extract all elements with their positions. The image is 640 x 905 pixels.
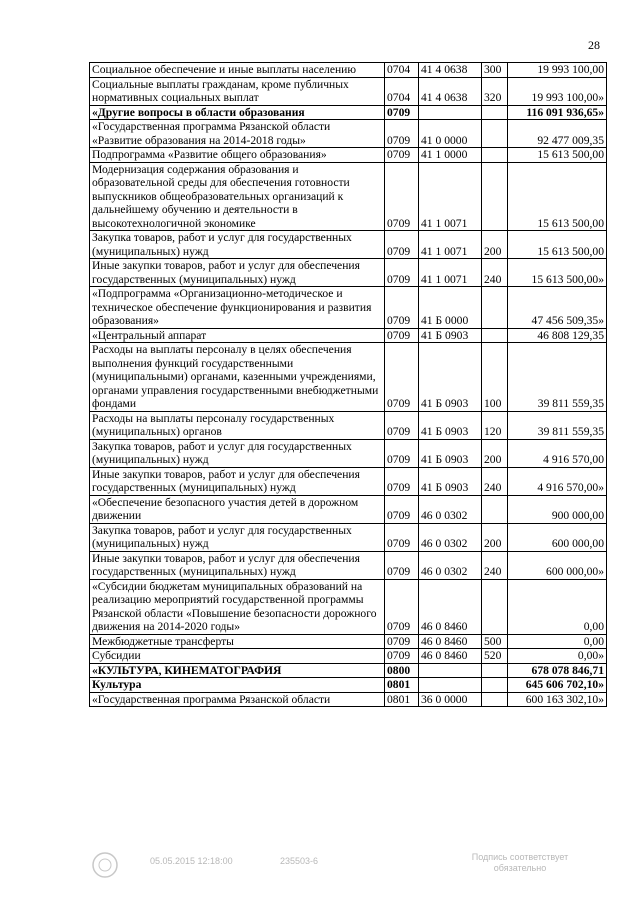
cell-section: 0709: [385, 551, 419, 579]
cell-name: «Другие вопросы в области образования: [90, 105, 385, 120]
cell-expense-type: [482, 287, 508, 329]
cell-amount: 0,00: [508, 634, 607, 649]
cell-amount: 46 808 129,35: [508, 328, 607, 343]
cell-expense-type: 200: [482, 523, 508, 551]
cell-section: 0709: [385, 439, 419, 467]
cell-section: 0801: [385, 692, 419, 707]
cell-amount: 39 811 559,35: [508, 343, 607, 412]
cell-amount: 600 163 302,10»: [508, 692, 607, 707]
cell-name: Иные закупки товаров, работ и услуг для обеспечения государственных (муниципальных) нужд: [90, 551, 385, 579]
cell-amount: 39 811 559,35: [508, 411, 607, 439]
stamp-icon: [90, 850, 120, 880]
footer-signature-line2: обязательно: [493, 863, 547, 873]
cell-section: 0709: [385, 287, 419, 329]
cell-name: Социальные выплаты гражданам, кроме публичных нормативных социальных выплат: [90, 77, 385, 105]
table-row: [90, 678, 607, 693]
cell-target-article: 41 1 0071: [419, 259, 482, 287]
cell-amount: 15 613 500,00»: [508, 259, 607, 287]
cell-name: «Субсидии бюджетам муниципальных образований на реализацию мероприятий государственной программы Рязанской области «Повышение безопасности дорожного движения на 2014-2020 годы»: [90, 579, 385, 634]
cell-expense-type: [482, 579, 508, 634]
cell-target-article: [419, 678, 482, 693]
cell-expense-type: 500: [482, 634, 508, 649]
table-row: [90, 63, 607, 78]
cell-section: 0709: [385, 162, 419, 231]
cell-amount: 645 606 702,10»: [508, 678, 607, 693]
table-row: [90, 120, 607, 148]
cell-expense-type: 200: [482, 231, 508, 259]
cell-target-article: 41 Б 0903: [419, 343, 482, 412]
table-row: [90, 495, 607, 523]
cell-expense-type: [482, 120, 508, 148]
table-row: [90, 692, 607, 707]
footer-signature-note: [450, 852, 590, 874]
cell-section: 0709: [385, 328, 419, 343]
footer-signature-line1: Подпись соответствует: [471, 852, 569, 862]
cell-amount: 678 078 846,71: [508, 663, 607, 678]
cell-amount: 92 477 009,35: [508, 120, 607, 148]
cell-section: 0709: [385, 579, 419, 634]
cell-section: 0709: [385, 120, 419, 148]
page-number: 28: [588, 38, 600, 52]
cell-name: Иные закупки товаров, работ и услуг для обеспечения государственных (муниципальных) нужд: [90, 467, 385, 495]
cell-expense-type: 120: [482, 411, 508, 439]
cell-section: 0709: [385, 105, 419, 120]
cell-amount: 600 000,00»: [508, 551, 607, 579]
cell-section: 0709: [385, 343, 419, 412]
cell-expense-type: [482, 692, 508, 707]
table-row: [90, 77, 607, 105]
cell-section: 0709: [385, 649, 419, 664]
cell-target-article: 41 1 0000: [419, 148, 482, 163]
table-row: [90, 649, 607, 664]
cell-amount: 4 916 570,00»: [508, 467, 607, 495]
table-row: [90, 523, 607, 551]
cell-amount: 19 993 100,00»: [508, 77, 607, 105]
cell-expense-type: 240: [482, 467, 508, 495]
table-row: [90, 328, 607, 343]
cell-target-article: 46 0 0302: [419, 551, 482, 579]
cell-name: Закупка товаров, работ и услуг для государственных (муниципальных) нужд: [90, 523, 385, 551]
cell-target-article: 41 Б 0903: [419, 411, 482, 439]
cell-target-article: 41 4 0638: [419, 63, 482, 78]
cell-expense-type: 200: [482, 439, 508, 467]
table-row: [90, 148, 607, 163]
table-row: [90, 162, 607, 231]
cell-amount: 15 613 500,00: [508, 231, 607, 259]
table-row: [90, 259, 607, 287]
cell-target-article: 41 Б 0903: [419, 328, 482, 343]
cell-expense-type: 240: [482, 551, 508, 579]
cell-name: Субсидии: [90, 649, 385, 664]
cell-target-article: [419, 663, 482, 678]
cell-expense-type: [482, 162, 508, 231]
table-row: [90, 343, 607, 412]
cell-section: 0709: [385, 495, 419, 523]
table-row: [90, 439, 607, 467]
cell-amount: 47 456 509,35»: [508, 287, 607, 329]
cell-name: «Центральный аппарат: [90, 328, 385, 343]
cell-name: Культура: [90, 678, 385, 693]
table-row: [90, 411, 607, 439]
cell-amount: 4 916 570,00: [508, 439, 607, 467]
cell-expense-type: [482, 495, 508, 523]
cell-name: Расходы на выплаты персоналу в целях обеспечения выполнения функций государственными (муниципальными) органами, казенными учреждениями, органами управления государственными внебюджетными фондами: [90, 343, 385, 412]
cell-target-article: [419, 105, 482, 120]
cell-name: Закупка товаров, работ и услуг для государственных (муниципальных) нужд: [90, 231, 385, 259]
footer: [90, 850, 610, 880]
cell-target-article: 46 0 0302: [419, 523, 482, 551]
table-row: [90, 579, 607, 634]
footer-doc-code: 235503-6: [280, 856, 319, 866]
cell-target-article: 46 0 0302: [419, 495, 482, 523]
cell-expense-type: [482, 105, 508, 120]
table-row: [90, 105, 607, 120]
cell-section: 0709: [385, 231, 419, 259]
cell-target-article: 46 0 8460: [419, 579, 482, 634]
cell-amount: 900 000,00: [508, 495, 607, 523]
footer-datetime: 05.05.2015 12:18:00: [150, 856, 233, 866]
cell-expense-type: 520: [482, 649, 508, 664]
cell-amount: 15 613 500,00: [508, 148, 607, 163]
cell-expense-type: [482, 678, 508, 693]
cell-name: «КУЛЬТУРА, КИНЕМАТОГРАФИЯ: [90, 663, 385, 678]
cell-section: 0709: [385, 523, 419, 551]
cell-name: «Обеспечение безопасного участия детей в дорожном движении: [90, 495, 385, 523]
table-row: [90, 551, 607, 579]
cell-target-article: 41 1 0071: [419, 231, 482, 259]
cell-target-article: 36 0 0000: [419, 692, 482, 707]
cell-target-article: 41 Б 0000: [419, 287, 482, 329]
cell-section: 0704: [385, 63, 419, 78]
cell-target-article: 41 1 0071: [419, 162, 482, 231]
cell-section: 0800: [385, 663, 419, 678]
cell-name: Подпрограмма «Развитие общего образования»: [90, 148, 385, 163]
cell-name: Иные закупки товаров, работ и услуг для обеспечения государственных (муниципальных) нужд: [90, 259, 385, 287]
cell-name: Социальное обеспечение и иные выплаты населению: [90, 63, 385, 78]
cell-amount: 116 091 936,65»: [508, 105, 607, 120]
table-row: [90, 231, 607, 259]
cell-section: 0709: [385, 259, 419, 287]
budget-table-body: [90, 63, 607, 707]
cell-expense-type: [482, 148, 508, 163]
cell-amount: 0,00: [508, 579, 607, 634]
cell-section: 0709: [385, 148, 419, 163]
table-row: [90, 467, 607, 495]
cell-amount: 600 000,00: [508, 523, 607, 551]
cell-section: 0709: [385, 467, 419, 495]
cell-expense-type: 240: [482, 259, 508, 287]
cell-section: 0801: [385, 678, 419, 693]
cell-name: Межбюджетные трансферты: [90, 634, 385, 649]
cell-expense-type: [482, 328, 508, 343]
cell-target-article: 46 0 8460: [419, 634, 482, 649]
cell-amount: 15 613 500,00: [508, 162, 607, 231]
cell-name: «Государственная программа Рязанской области: [90, 692, 385, 707]
cell-section: 0709: [385, 411, 419, 439]
cell-section: 0709: [385, 634, 419, 649]
budget-table: [89, 62, 607, 707]
cell-expense-type: 320: [482, 77, 508, 105]
cell-name: Расходы на выплаты персоналу государственных (муниципальных) органов: [90, 411, 385, 439]
cell-expense-type: 100: [482, 343, 508, 412]
cell-expense-type: 300: [482, 63, 508, 78]
cell-target-article: 41 0 0000: [419, 120, 482, 148]
table-row: [90, 663, 607, 678]
table-row: [90, 287, 607, 329]
cell-name: Модернизация содержания образования и образовательной среды для обеспечения готовности выпускников общеобразовательных организаций к дальнейшему обучению и деятельности в высокотехнологичной экономике: [90, 162, 385, 231]
cell-name: «Государственная программа Рязанской области «Развитие образования на 2014-2018 годы»: [90, 120, 385, 148]
cell-target-article: 41 Б 0903: [419, 467, 482, 495]
cell-target-article: 46 0 8460: [419, 649, 482, 664]
table-row: [90, 634, 607, 649]
cell-expense-type: [482, 663, 508, 678]
cell-target-article: 41 Б 0903: [419, 439, 482, 467]
cell-name: «Подпрограмма «Организационно-методическое и техническое обеспечение функционирования и развития образования»: [90, 287, 385, 329]
cell-amount: 0,00»: [508, 649, 607, 664]
cell-target-article: 41 4 0638: [419, 77, 482, 105]
cell-name: Закупка товаров, работ и услуг для государственных (муниципальных) нужд: [90, 439, 385, 467]
cell-amount: 19 993 100,00: [508, 63, 607, 78]
cell-section: 0704: [385, 77, 419, 105]
